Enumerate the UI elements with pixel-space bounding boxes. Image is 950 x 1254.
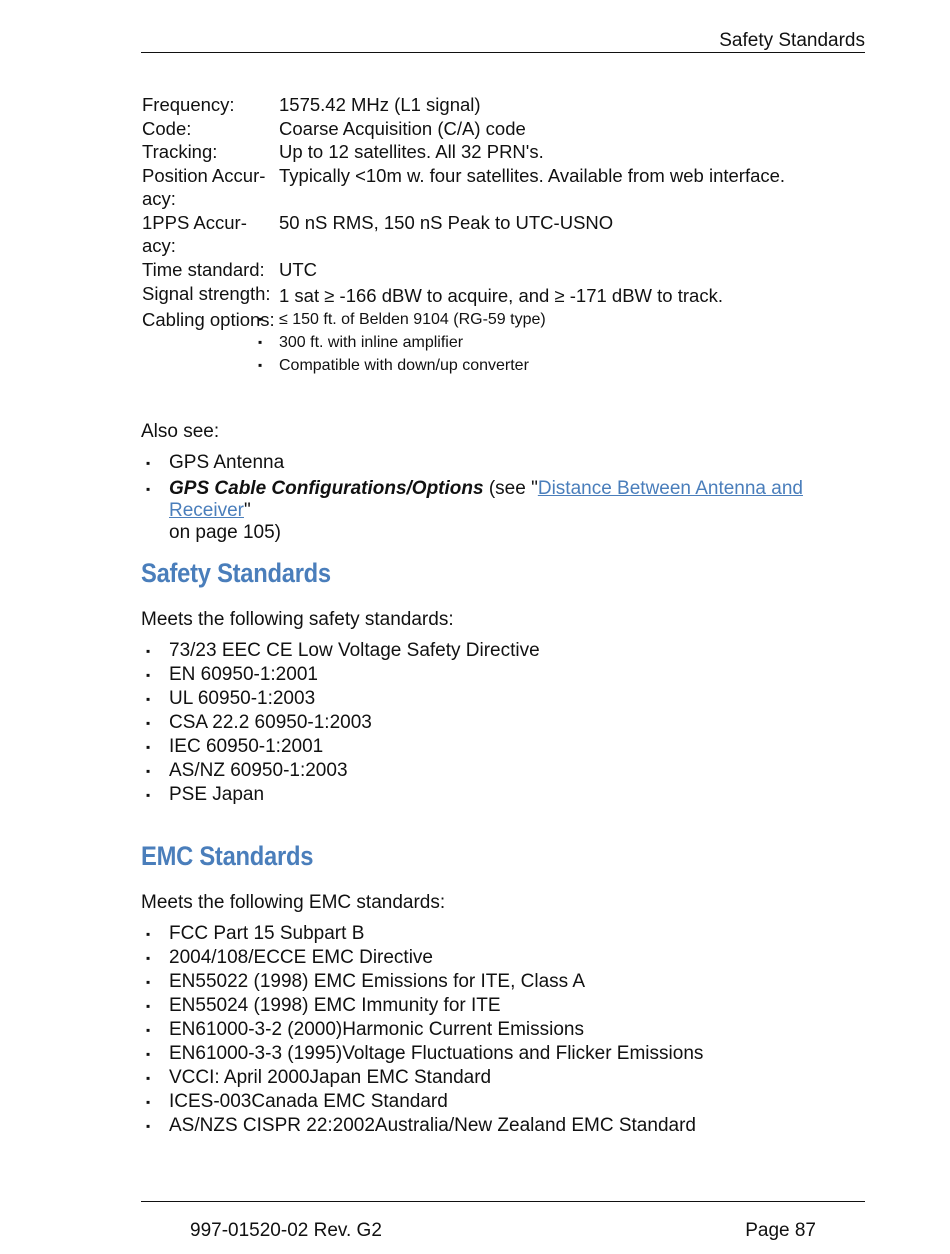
- list-item: ▪ EN55024 (1998) EMC Immunity for ITE: [141, 994, 865, 1018]
- document-number: 997-01520-02 Rev. G2: [190, 1220, 382, 1241]
- emc-intro: Meets the following EMC standards:: [141, 892, 446, 913]
- reference-prefix: (see ": [483, 478, 538, 499]
- spec-label: [142, 211, 279, 258]
- list-item: ▪ 2004/108/ECCE EMC Directive: [141, 946, 865, 970]
- list-item: ▪ ≤ 150 ft. of Belden 9104 (RG-59 type): [279, 308, 866, 331]
- gps-spec-table: [142, 93, 866, 377]
- cabling-options-list: [279, 308, 866, 377]
- spec-value: Coarse Acquisition (C/A) code: [279, 117, 526, 139]
- distance-link[interactable]: Distance Between Antenna and Receiver: [169, 478, 803, 521]
- spec-label-line: 1PPS Accur-: [142, 211, 247, 233]
- spec-label-line: Position Accur-: [142, 164, 266, 186]
- also-see-section: [141, 420, 865, 544]
- spec-value: Up to 12 satellites. All 32 PRN's.: [279, 141, 544, 162]
- list-item: ▪ VCCI: April 2000Japan EMC Standard: [141, 1066, 865, 1090]
- list-item: ▪ Compatible with down/up converter: [279, 354, 866, 377]
- also-see-list: [141, 451, 865, 544]
- list-item: ▪ 300 ft. with inline amplifier: [279, 331, 866, 354]
- list-item: ▪ ICES-003Canada EMC Standard: [141, 1090, 865, 1114]
- cable-options-reference[interactable]: GPS Cable Configurations/Options: [169, 478, 484, 499]
- spec-label-line: acy:: [142, 188, 176, 209]
- safety-list: [141, 639, 865, 807]
- spec-label: Code:: [142, 117, 192, 139]
- list-item: ▪ UL 60950-1:2003: [141, 687, 865, 711]
- spec-row-code: [142, 117, 866, 141]
- spec-label: Cabling options:: [142, 308, 275, 330]
- emc-standards-heading: EMC Standards: [141, 841, 314, 871]
- list-item: ▪ EN 60950-1:2001: [141, 663, 865, 687]
- spec-row-1pps-accuracy: [142, 211, 866, 258]
- list-item: ▪ CSA 22.2 60950-1:2003: [141, 711, 865, 735]
- page-number: Page 87: [745, 1220, 816, 1241]
- spec-row-position-accuracy: [142, 164, 866, 211]
- list-item: ▪ 73/23 EEC CE Low Voltage Safety Directive: [141, 639, 865, 663]
- spec-label: Time standard:: [142, 258, 265, 280]
- safety-section: [141, 608, 865, 807]
- spec-value: 50 nS RMS, 150 nS Peak to UTC-USNO: [279, 211, 614, 233]
- spec-value: UTC: [279, 258, 318, 280]
- spec-value: 1575.42 MHz (L1 signal): [279, 94, 481, 115]
- safety-standards-heading: Safety Standards: [141, 558, 331, 588]
- spec-row-time-standard: [142, 258, 866, 282]
- spec-label-line: acy:: [142, 235, 176, 256]
- page-reference: on page 105): [169, 522, 281, 543]
- header-rule: [141, 52, 865, 53]
- list-item: ▪ AS/NZ 60950-1:2003: [141, 759, 865, 783]
- list-item: ▪ FCC Part 15 Subpart B: [141, 922, 865, 946]
- emc-section: [141, 891, 865, 1138]
- spec-label: Frequency:: [142, 94, 235, 115]
- list-item: [141, 478, 865, 544]
- list-item: ▪ PSE Japan: [141, 783, 865, 807]
- spec-row-cabling-options: [142, 308, 866, 377]
- running-header: Safety Standards: [719, 30, 865, 51]
- also-see-intro: Also see:: [141, 421, 220, 442]
- spec-label: Signal strength:: [142, 283, 271, 304]
- spec-label: Tracking:: [142, 141, 218, 162]
- reference-suffix: ": [243, 500, 251, 521]
- list-item[interactable]: ▪ GPS Antenna: [141, 451, 865, 475]
- list-item: ▪ EN61000-3-2 (2000)Harmonic Current Emissions: [141, 1018, 865, 1042]
- list-item: ▪ EN55022 (1998) EMC Emissions for ITE, Class A: [141, 970, 865, 994]
- spec-row-frequency: [142, 93, 866, 117]
- spec-row-signal-strength: [142, 282, 866, 308]
- list-item: ▪ AS/NZS CISPR 22:2002Australia/New Zealand EMC Standard: [141, 1114, 865, 1138]
- footer-rule: [141, 1201, 865, 1202]
- list-item: ▪ EN61000-3-3 (1995)Voltage Fluctuations and Flicker Emissions: [141, 1042, 865, 1066]
- safety-intro: Meets the following safety standards:: [141, 609, 454, 630]
- spec-value: 1 sat ≥ -166 dBW to acquire, and ≥ -171 dBW to track.: [279, 285, 723, 306]
- spec-value: Typically <10m w. four satellites. Available from web interface.: [279, 164, 786, 186]
- emc-list: [141, 922, 865, 1138]
- spec-label: [142, 164, 279, 211]
- list-item: ▪ IEC 60950-1:2001: [141, 735, 865, 759]
- spec-row-tracking: [142, 140, 866, 164]
